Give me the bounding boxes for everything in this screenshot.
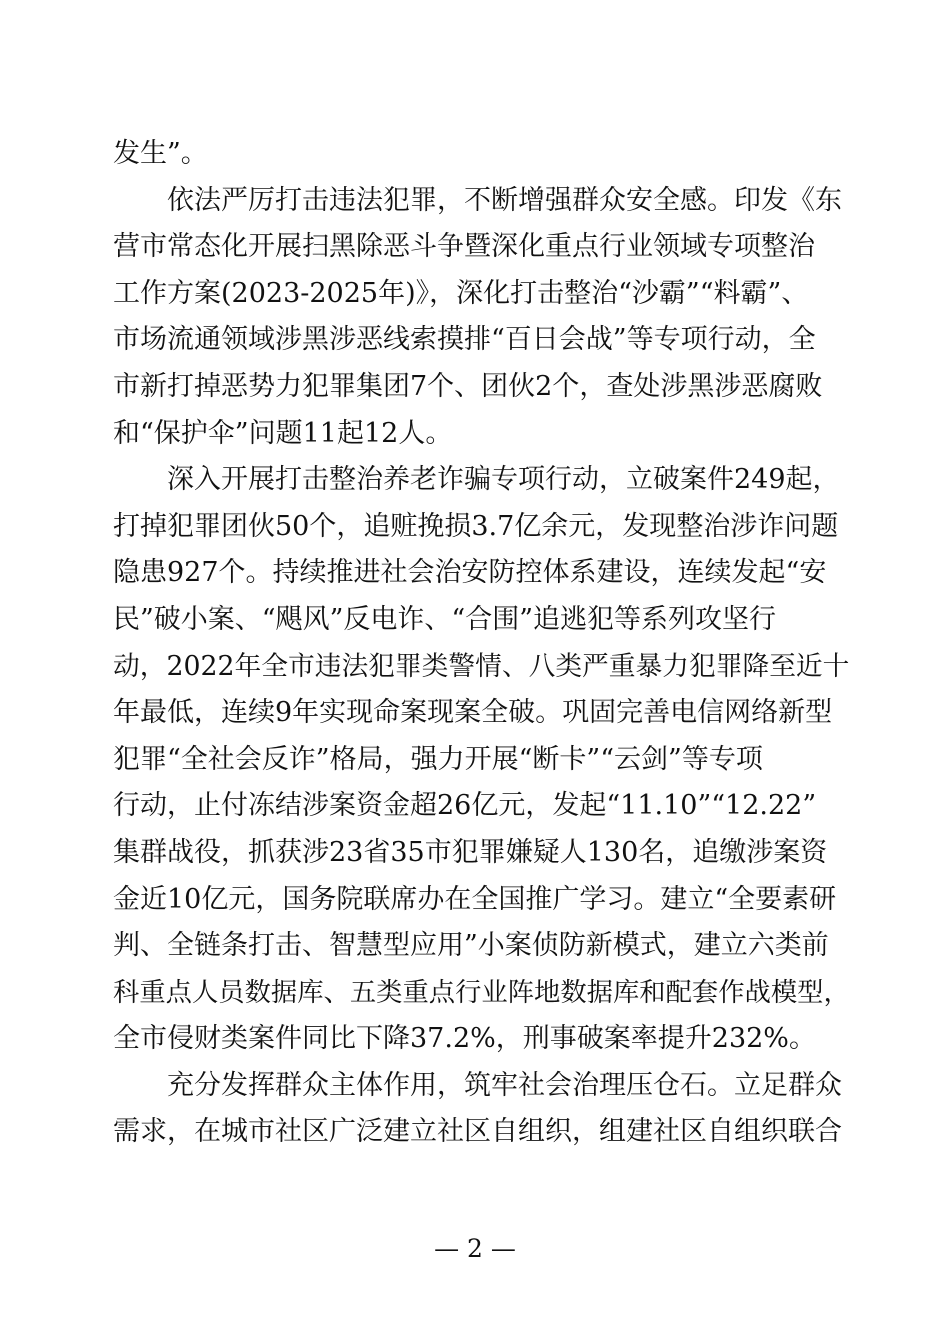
text-line: 犯罪“全社会反诈”格局，强力开展“断卡”“云剑”等专项 [113, 743, 763, 775]
text-line: 集群战役，抓获涉23省35市犯罪嫌疑人130名，追缴涉案资 [113, 836, 828, 868]
text-line: 金近10亿元，国务院联席办在全国推广学习。建立“全要素研 [113, 883, 837, 915]
text-line: 科重点人员数据库、五类重点行业阵地数据库和配套作战模型， [113, 977, 850, 1008]
text-line: 隐患927个。持续推进社会治安防控体系建设，连续发起“安 [113, 557, 827, 589]
text-line: 全市侵财类案件同比下降37.2%，刑事破案率提升232%。 [113, 1023, 816, 1055]
text-line: 工作方案(2023-2025年)》，深化打击整治“沙霸”“料霸”、 [113, 277, 809, 309]
text-line: 依法严厉打击违法犯罪，不断增强群众安全感。印发《东 [167, 184, 842, 216]
text-line: 发生”。 [113, 138, 208, 169]
text-line: 动，2022年全市违法犯罪类警情、八类严重暴力犯罪降至近十 [113, 650, 850, 682]
text-line: 营市常态化开展扫黑除恶斗争暨深化重点行业领域专项整治 [113, 231, 815, 263]
text-line: 市新打掉恶势力犯罪集团7个、团伙2个，查处涉黑涉恶腐败 [113, 370, 823, 402]
text-line: 市场流通领域涉黑涉恶线索摸排“百日会战”等专项行动，全 [113, 324, 816, 356]
page-number: — 2 — [434, 1234, 516, 1263]
text-line: 充分发挥群众主体作用，筑牢社会治理压仓石。立足群众 [167, 1069, 842, 1101]
text-line: 和“保护伞”问题11起12人。 [113, 417, 453, 449]
text-line: 民”破小案、“飓风”反电诈、“合围”追逃犯等系列攻坚行 [113, 603, 777, 635]
text-line: 行动，止付冻结涉案资金超26亿元，发起“11.10”“12.22” [113, 790, 817, 822]
text-line: 打掉犯罪团伙50个，追赃挽损3.7亿余元，发现整治涉诈问题 [113, 510, 839, 542]
text-line: 年最低，连续9年实现命案现案全破。巩固完善电信网络新型 [113, 697, 833, 729]
text-line: 深入开展打击整治养老诈骗专项行动，立破案件249起， [167, 464, 840, 496]
body-text [113, 131, 850, 1156]
text-line: 需求，在城市社区广泛建立社区自组织，组建社区自组织联合 [113, 1116, 842, 1148]
text-line: 判、全链条打击、智慧型应用”小案侦防新模式，建立六类前 [113, 930, 829, 962]
